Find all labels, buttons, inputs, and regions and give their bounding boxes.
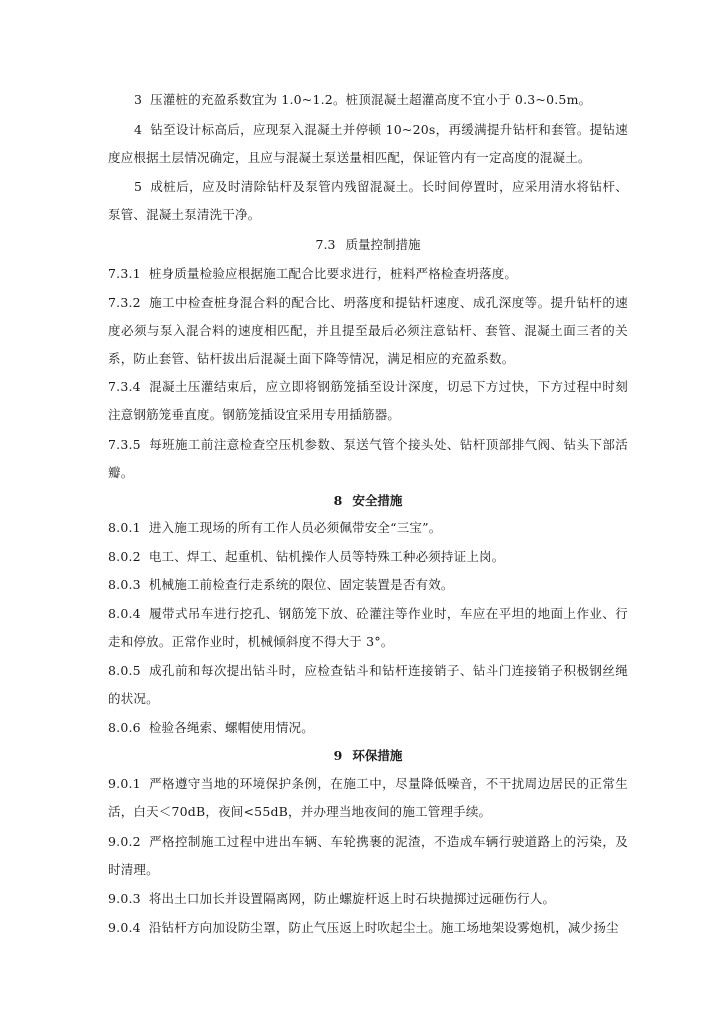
clause-text: 电工、焊工、起重机、钻机操作人员等特殊工种必须持证上岗。 [148,549,505,564]
heading-number: 7.3 [315,237,336,252]
clause-number: 8.0.3 [108,577,141,592]
item-number: 3 [134,92,143,107]
heading-number: 9 [333,748,343,763]
item-text: 钻至设计标高后，应现泵入混凝土并停顿 10~20s，再缓满提升钻杆和套管。提钻速度应根据土层情况确定，且应与混凝土泵送量相匹配，保证管内有一定高度的混凝土。 [108,122,628,165]
clause-number: 7.3.5 [108,437,141,452]
clause-9-0-4 [108,914,628,942]
clause-9-0-1 [108,770,628,826]
clause-number: 7.3.1 [108,266,141,281]
clause-text: 检验各绳索、螺帽使用情况。 [148,720,314,735]
paragraph-item-3 [108,86,628,114]
item-number: 5 [134,179,143,194]
clause-text: 混凝土压灌结束后，应立即将钢筋笼插至设计深度，切忌下方过快，下方过程中时刻注意钢筋笼垂直度。钢筋笼插设宜采用专用插筋器。 [108,379,628,422]
clause-text: 成孔前和每次提出钻斗时，应检查钻斗和钻杆连接销子、钻斗门连接销子积极钢丝绳的状况。 [108,663,628,706]
clause-text: 机械施工前检查行走系统的限位、固定装置是否有效。 [148,577,454,592]
clause-8-0-6 [108,714,628,742]
clause-text: 沿钻杆方向加设防尘罩，防止气压返上时吹起尘土。施工场地架设雾炮机，减少扬尘 [148,920,619,935]
clause-text: 桩身质量检验应根据施工配合比要求进行，桩料严格检查坍落度。 [148,266,518,281]
item-number: 4 [134,122,143,137]
item-text: 成桩后，应及时清除钻杆及泵管内残留混凝土。长时间停置时，应采用清水将钻杆、泵管、混凝土泵清洗干净。 [108,179,628,222]
clause-7-3-2 [108,289,628,373]
heading-number: 8 [333,493,343,508]
clause-9-0-2 [108,828,628,884]
heading-title: 环保措施 [352,748,403,763]
clause-number: 8.0.5 [108,663,141,678]
clause-8-0-1 [108,514,628,542]
clause-number: 9.0.2 [108,834,141,849]
heading-title: 质量控制措施 [345,237,421,252]
clause-8-0-2 [108,543,628,571]
clause-text: 将出土口加长并设置隔离网，防止螺旋杆返上时石块抛掷过远砸伤行人。 [148,891,556,906]
paragraph-item-5 [108,173,628,229]
clause-9-0-3 [108,885,628,913]
clause-number: 7.3.2 [108,295,141,310]
clause-text: 进入施工现场的所有工作人员必须佩带安全“三宝”。 [148,520,442,535]
clause-7-3-1 [108,260,628,288]
clause-text: 每班施工前注意检查空压机参数、泵送气管个接头处、钻杆顶部排气阀、钻头下部活瓣。 [108,437,628,480]
clause-text: 严格遵守当地的环境保护条例，在施工中，尽量降低噪音，不干扰周边居民的正常生活，白天＜70dB，夜间<55dB，并办理当地夜间的施工管理手续。 [108,776,628,819]
heading-title: 安全措施 [352,493,403,508]
paragraph-item-4 [108,116,628,172]
clause-number: 8.0.4 [108,606,141,621]
clause-number: 9.0.1 [108,776,141,791]
section-heading-9 [108,746,628,766]
clause-text: 施工中检查桩身混合料的配合比、坍落度和提钻杆速度、成孔深度等。提升钻杆的速度必须与泵入混合料的速度相匹配，并且提至最后必须注意钻杆、套管、混凝土面三者的关系，防止套管、钻杆拔出后混凝土面下降等情况，满足相应的充盈系数。 [108,295,628,366]
clause-number: 8.0.2 [108,549,141,564]
section-heading-7-3 [108,235,628,255]
clause-number: 9.0.4 [108,920,141,935]
clause-7-3-4 [108,373,628,429]
clause-8-0-3 [108,571,628,599]
clause-7-3-5 [108,431,628,487]
clause-text: 严格控制施工过程中进出车辆、车轮携裹的泥渣，不造成车辆行驶道路上的污染，及时清理。 [108,834,628,877]
clause-number: 8.0.6 [108,720,141,735]
clause-text: 履带式吊车进行挖孔、钢筋笼下放、砼灌注等作业时，车应在平坦的地面上作业、行走和停放。正常作业时，机械倾斜度不得大于 3°。 [108,606,628,649]
clause-number: 8.0.1 [108,520,141,535]
item-text: 压灌桩的充盈系数宜为 1.0~1.2。桩顶混凝土超灌高度不宜小于 0.3~0.5m。 [150,92,592,107]
clause-number: 9.0.3 [108,891,141,906]
clause-number: 7.3.4 [108,379,141,394]
clause-8-0-4 [108,600,628,656]
section-heading-8 [108,491,628,511]
clause-8-0-5 [108,657,628,713]
